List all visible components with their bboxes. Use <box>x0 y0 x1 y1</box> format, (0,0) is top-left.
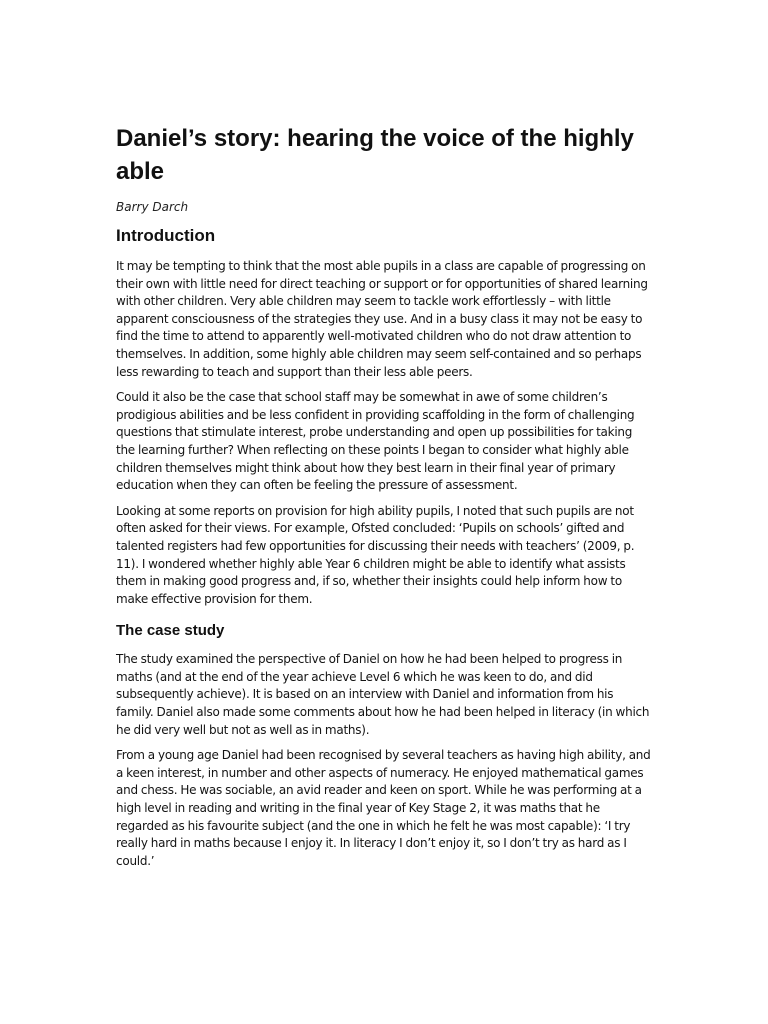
author-name: Barry Darch <box>116 200 189 214</box>
document-page <box>116 122 652 870</box>
paragraph: It may be tempting to think that the most able pupils in a class are capable of progressing on their own with little need for direct teaching or support or for opportunities of shared learning with other children. Very able children may seem to tackle work effortlessly – with little apparent consciousness of the strategies they use. And in a busy class it may not be easy to find the time to attend to apparently well-motivated children who do not draw attention to themselves. In addition, some highly able children may seem self-contained and so perhaps less rewarding to teach and support than their less able peers. <box>116 259 648 379</box>
paragraph: The study examined the perspective of Daniel on how he had been helped to progress in maths (and at the end of the year achieve Level 6 which he was keen to do, and did subsequently achieve). It is based on an interview with Daniel and information from his family. Daniel also made some comments about how he had been helped in literacy (in which he did very well but not as well as in maths). <box>116 652 650 737</box>
paragraph: From a young age Daniel had been recognised by several teachers as having high ability, and a keen interest, in number and other aspects of numeracy. He enjoyed mathematical games and chess. He was sociable, an avid reader and keen on sport. While he was performing at a high level in reading and writing in the final year of Key Stage 2, it was maths that he regarded as his favourite subject (and the one in which he felt he was most capable): ‘I try really hard in maths because I enjoy it. In literacy I don’t enjoy it, so I don’t try as hard as I could.’ <box>116 748 651 868</box>
paragraph: Could it also be the case that school staff may be somewhat in awe of some children’s prodigious abilities and be less confident in providing scaffolding in the form of challenging questions that stimulate interest, probe understanding and open up possibilities for taking the learning further? When reflecting on these points I began to consider what highly able children themselves might think about how they best learn in their final year of primary education when they can often be feeling the pressure of assessment. <box>116 390 635 493</box>
section-heading-introduction: Introduction <box>116 226 216 245</box>
paragraph: Looking at some reports on provision for high ability pupils, I noted that such pupils are not often asked for their views. For example, Ofsted concluded: ‘Pupils on schools’ gifted and talented registers had few opportunities for discussing their needs with teachers’ (2009, p. 11). I wondered whether highly able Year 6 children might be able to identify what assists them in making good progress and, if so, whether their insights could help inform how to make effective provision for them. <box>116 503 635 606</box>
section-heading-case-study: The case study <box>116 622 225 640</box>
document-title: Daniel’s story: hearing the voice of the highly able <box>116 125 634 185</box>
